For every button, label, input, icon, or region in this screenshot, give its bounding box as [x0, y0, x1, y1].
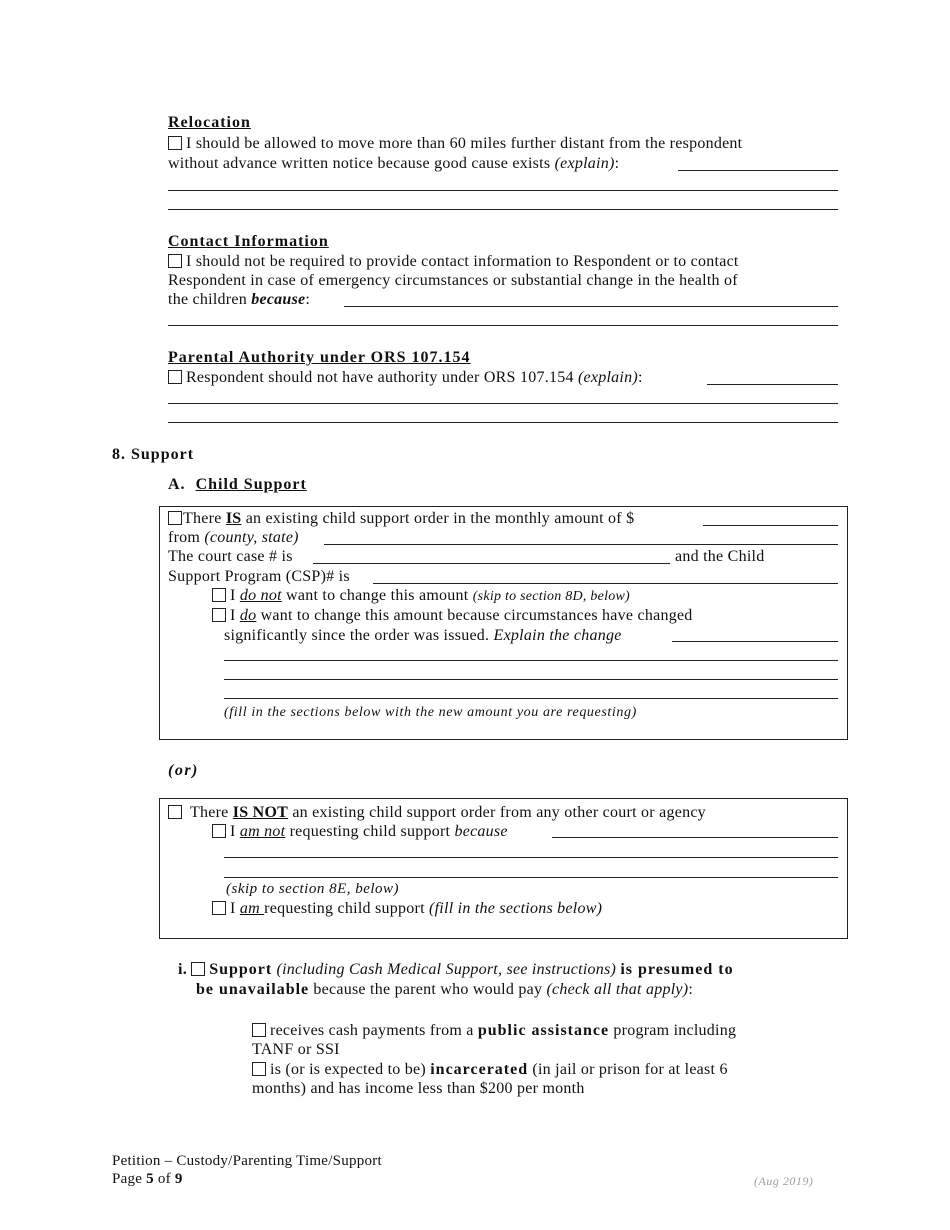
- not-requesting-because-field[interactable]: [552, 821, 838, 838]
- child-support-heading: [168, 475, 307, 494]
- not-requesting-text-a: I: [230, 823, 240, 840]
- do-change-option: [212, 606, 693, 625]
- parental-explain-field[interactable]: [707, 368, 838, 385]
- from-county-line: [168, 528, 299, 547]
- fill-in-note: (fill in the sections below with the new amount you are requesting): [224, 705, 637, 720]
- existing-order-checkbox[interactable]: [168, 511, 182, 525]
- existing-order-line1: [168, 509, 634, 528]
- of-word: of: [153, 1171, 175, 1187]
- am-requesting-option: [212, 899, 602, 918]
- parental-blank-line-1[interactable]: [168, 403, 838, 404]
- do-label: do: [239, 607, 257, 624]
- am-requesting-text-a: I: [230, 900, 240, 917]
- relocation-heading: Relocation: [168, 114, 251, 131]
- and-child-label: and the Child: [675, 548, 765, 565]
- public-assistance-text-a: receives cash payments from a: [270, 1022, 478, 1039]
- no-order-line1: [168, 803, 706, 822]
- skip-8d-note: (skip to section 8D, below): [472, 589, 630, 604]
- county-state-field[interactable]: [324, 528, 838, 545]
- presumed-line2: [196, 980, 693, 999]
- public-assistance-checkbox[interactable]: [252, 1023, 266, 1037]
- am-not-label: am not: [239, 823, 286, 840]
- no-order-checkbox[interactable]: [168, 805, 182, 819]
- revision-date: (Aug 2019): [754, 1174, 814, 1188]
- parental-colon: :: [637, 369, 643, 386]
- contact-heading: Contact Information: [168, 233, 329, 250]
- relocation-explain-label: (explain): [554, 155, 615, 172]
- contact-checkbox[interactable]: [168, 254, 182, 268]
- relocation-checkbox[interactable]: [168, 136, 182, 150]
- monthly-amount-field[interactable]: [703, 509, 838, 526]
- do-not-change-text-b: want to change this amount: [281, 587, 473, 604]
- contact-line3-text: the children: [168, 291, 252, 308]
- contact-because-label: because: [251, 291, 306, 308]
- existing-order-text-b: an existing child support order in the monthly amount of $: [241, 510, 635, 527]
- unavailable-label: be unavailable: [196, 981, 310, 998]
- contact-line1: [168, 252, 739, 271]
- presumed-checkbox[interactable]: [191, 962, 205, 976]
- no-order-text-b: an existing child support order from any other court or agency: [288, 804, 706, 821]
- not-requesting-option: [212, 822, 508, 841]
- contact-line3: [168, 290, 310, 309]
- contact-colon: :: [305, 291, 311, 308]
- do-change-text-b: want to change this amount because circumstances have changed: [256, 607, 693, 624]
- do-change-checkbox[interactable]: [212, 608, 226, 622]
- public-assistance-option: [252, 1021, 736, 1040]
- do-not-change-text-a: I: [230, 587, 240, 604]
- not-requesting-line-2[interactable]: [224, 877, 838, 878]
- tanf-ssi-line: TANF or SSI: [252, 1041, 340, 1058]
- incarcerated-checkbox[interactable]: [252, 1062, 266, 1076]
- page-total: 9: [174, 1171, 183, 1187]
- skip-8e-note: (skip to section 8E, below): [226, 881, 400, 897]
- court-case-label: The court case # is: [168, 548, 293, 565]
- incarcerated-label: incarcerated: [430, 1061, 529, 1078]
- parental-heading: Parental Authority under ORS 107.154: [168, 349, 471, 366]
- footer-title: Petition – Custody/Parenting Time/Support: [112, 1153, 382, 1169]
- presumed-line2-text: because the parent who would pay: [309, 981, 547, 998]
- parental-blank-line-2[interactable]: [168, 422, 838, 423]
- presumed-label: is presumed to: [620, 961, 734, 978]
- explain-change-text: significantly since the order was issued.: [224, 627, 494, 644]
- presumed-line1: [178, 960, 734, 979]
- contact-line1-text: I should not be required to provide contact information to Respondent or to contact: [186, 253, 739, 270]
- relocation-line1: [168, 134, 742, 153]
- am-requesting-text-b: requesting child support: [264, 900, 430, 917]
- relocation-blank-line-1[interactable]: [168, 190, 838, 191]
- explain-change-line-2[interactable]: [224, 679, 838, 680]
- incarcerated-text-b: (in jail or prison for at least 6: [528, 1061, 728, 1078]
- explain-change-label: Explain the change: [493, 627, 622, 644]
- contact-because-field[interactable]: [344, 290, 838, 307]
- relocation-colon: :: [614, 155, 620, 172]
- csp-field[interactable]: [373, 567, 838, 584]
- page-word: Page: [112, 1171, 147, 1187]
- relocation-explain-field[interactable]: [678, 154, 838, 171]
- county-state-label: (county, state): [204, 529, 299, 546]
- relocation-line2-text: without advance written notice because good cause exists: [168, 155, 555, 172]
- from-text: from: [168, 529, 205, 546]
- support-section-title: 8. Support: [112, 446, 195, 463]
- court-case-field[interactable]: [313, 547, 670, 564]
- do-not-change-option: [212, 586, 630, 606]
- incarcerated-option: [252, 1060, 728, 1079]
- relocation-line2: [168, 154, 619, 173]
- contact-line2: Respondent in case of emergency circumstances or substantial change in the health of: [168, 272, 738, 289]
- presumed-colon: :: [688, 981, 694, 998]
- child-support-letter: A.: [168, 476, 186, 493]
- do-not-label: do not: [239, 587, 282, 604]
- public-assistance-text-b: program including: [609, 1022, 737, 1039]
- explain-change-line-1[interactable]: [224, 660, 838, 661]
- parental-line1: [168, 368, 643, 387]
- csp-label: Support Program (CSP)# is: [168, 568, 350, 585]
- do-change-text-a: I: [230, 607, 240, 624]
- fill-sections-note: (fill in the sections below): [429, 900, 603, 917]
- explain-change-line: [224, 626, 622, 645]
- existing-order-text-a: There: [183, 510, 226, 527]
- presumed-support-label: Support: [209, 961, 273, 978]
- child-support-title: Child Support: [195, 476, 307, 493]
- presumed-incl-text: (including Cash Medical Support, see instructions): [272, 961, 621, 978]
- page-number: 5: [146, 1171, 154, 1187]
- existing-order-is: IS: [225, 510, 242, 527]
- no-order-text-a: There: [189, 804, 233, 821]
- check-all-label: (check all that apply): [546, 981, 689, 998]
- do-not-change-checkbox[interactable]: [212, 588, 226, 602]
- am-requesting-checkbox[interactable]: [212, 901, 226, 915]
- am-label: am: [239, 900, 265, 917]
- not-requesting-checkbox[interactable]: [212, 824, 226, 838]
- not-requesting-text-b: requesting child support: [285, 823, 455, 840]
- parental-line1-text: Respondent should not have authority under ORS 107.154: [186, 369, 578, 386]
- public-assistance-label: public assistance: [477, 1022, 610, 1039]
- not-requesting-line-1[interactable]: [224, 857, 838, 858]
- presumed-number: i.: [178, 961, 187, 978]
- incarcerated-text-a: is (or is expected to be): [270, 1061, 431, 1078]
- because-label: because: [454, 823, 508, 840]
- parental-explain-label: (explain): [577, 369, 638, 386]
- or-label: (or): [168, 762, 199, 779]
- explain-change-field[interactable]: [672, 625, 838, 642]
- footer-page: [112, 1170, 183, 1189]
- parental-checkbox[interactable]: [168, 370, 182, 384]
- relocation-line1-text: I should be allowed to move more than 60 miles further distant from the respondent: [186, 135, 743, 152]
- is-not-label: IS NOT: [232, 804, 289, 821]
- contact-blank-line[interactable]: [168, 325, 838, 326]
- explain-change-line-3[interactable]: [224, 698, 838, 699]
- income-line: months) and has income less than $200 per month: [252, 1080, 585, 1097]
- relocation-blank-line-2[interactable]: [168, 209, 838, 210]
